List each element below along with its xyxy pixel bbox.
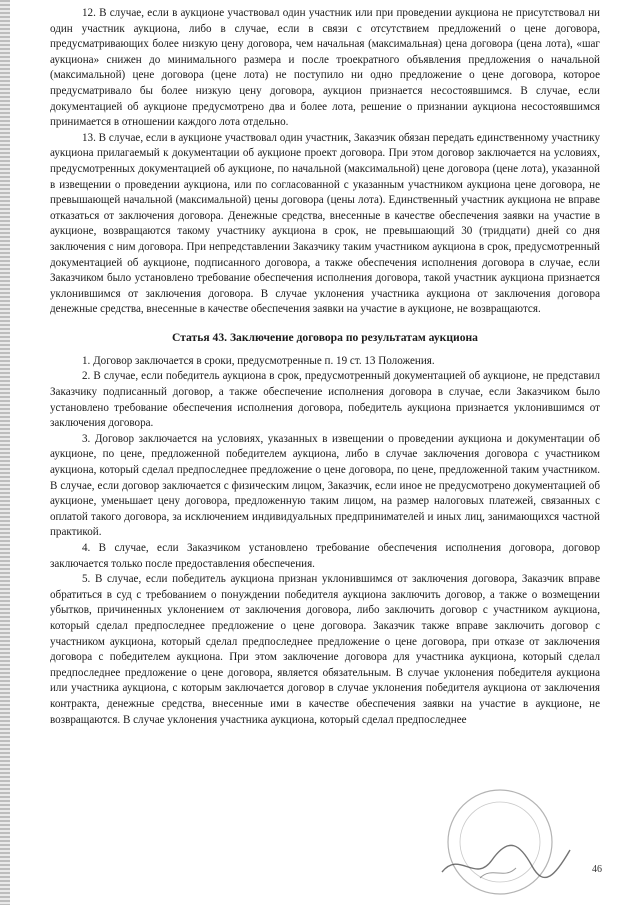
- paragraph-5: 5. В случае, если победитель аукциона признан уклонившимся от заключения договора, Заказчик вправе обратиться в суд с требованием о понуждении победителя аукциона заключить договор, а также о возмещении убытков, причиненных уклонением от заключения договора, либо заключить договор с участником аукциона, который сделал предпоследнее предложение о цене договора. Заказчик также вправе заключить договор с участником аукциона, который сделал предпоследнее предложение о цене договора, при отказе от заключения договора с победителем аукциона. При этом заключение договора для участника аукциона, который сделал предпоследнее предложение о цене договора, является обязательным. В случае уклонения победителя аукциона или участника аукциона, с которым заключается договор в случае уклонения победителя аукциона от заключения контракта, денежные средства, внесенные ими в качестве обеспечения заявки на участие в аукционе, не возвращаются. В случае уклонения участника аукциона, который сделал предпоследнее: [50, 573, 600, 726]
- document-page: [50, 6, 600, 728]
- paragraph-2: 2. В случае, если победитель аукциона в срок, предусмотренный документацией об аукционе, не представил Заказчику подписанный договор, а также обеспечение исполнения договора в случае, если Заказчиком было установлено требование обеспечения исполнения договора, победитель аукциона признается уклонившимся от заключения договора.: [50, 370, 600, 430]
- paragraph-13: 13. В случае, если в аукционе участвовал один участник, Заказчик обязан передать единственному участнику аукциона прилагаемый к документации об аукционе проект договора. При этом договор заключается на условиях, предусмотренных документацией об аукционе, по начальной (максимальной) цене договора (цене лота), указанной в извещении о проведении аукциона, или по согласованной с указанным участником аукциона цене договора, не превышающей начальной (максимальной) цены договора (цены лота). Единственный участник аукциона не вправе отказаться от заключения договора. Денежные средства, внесенные в качестве обеспечения заявки на участие в аукционе, возвращаются такому участнику аукциона в срок, не превышающий 30 (тридцати) дней со дня заключения с ним договора. При непредставлении Заказчику таким участником аукциона в срок, предусмотренный документацией об аукционе, подписанного договора, а также обеспечения исполнения договора в случае, если Заказчиком было установлено требование обеспечения исполнения договора, такой участник аукциона признается уклонившимся от заключения договора. В случае уклонения участника аукциона от заключения договора денежные средства, внесенные в качестве обеспечения заявки на участие в аукционе, не возвращаются.: [50, 131, 600, 316]
- scan-binding-edge: [0, 0, 10, 905]
- paragraph-3: 3. Договор заключается на условиях, указанных в извещении о проведении аукциона и документации об аукционе, по цене, предложенной победителем аукциона, либо в случае заключения договора с участником аукциона, который сделал предпоследнее предложение о цене договора, по цене, предложенной таким участником. В случае, если договор заключается с физическим лицом, Заказчик, если иное не предусмотрено документацией об аукционе, уменьшает цену договора, предложенную таким лицом, на размер налоговых платежей, связанных с оплатой такого договора, за исключением индивидуальных предпринимателей и иных лиц, занимающихся частной практикой.: [50, 432, 600, 539]
- paragraph-12: 12. В случае, если в аукционе участвовал один участник или при проведении аукциона не присутствовал ни один участник аукциона, либо в случае, если в связи с отсутствием предложений о цене договора, предусматривающих более низкую цену договора, чем начальная (максимальная) цена договора (цена лота), «шаг аукциона» снижен до минимального размера и после троекратного объявления предложения о начальной (максимальной) цене договора (цене лота) не поступило ни одно предложение о цене договора, которое предусматривало бы более низкую цену договора, аукцион признается несостоявшимся. В случае, если документацией об аукционе предусмотрено два и более лота, решение о признании аукциона несостоявшимся принимается в отношении каждого лота отдельно.: [50, 7, 600, 129]
- article-heading: Статья 43. Заключение договора по результатам аукциона: [172, 330, 478, 344]
- paragraph-4: 4. В случае, если Заказчиком установлено требование обеспечения исполнения договора, договор заключается только после предоставления обеспечения.: [50, 542, 600, 570]
- stamp-and-signature-icon: [420, 780, 580, 900]
- page-number: 46: [592, 864, 602, 875]
- paragraph-1: 1. Договор заключается в сроки, предусмотренные п. 19 ст. 13 Положения.: [82, 354, 435, 367]
